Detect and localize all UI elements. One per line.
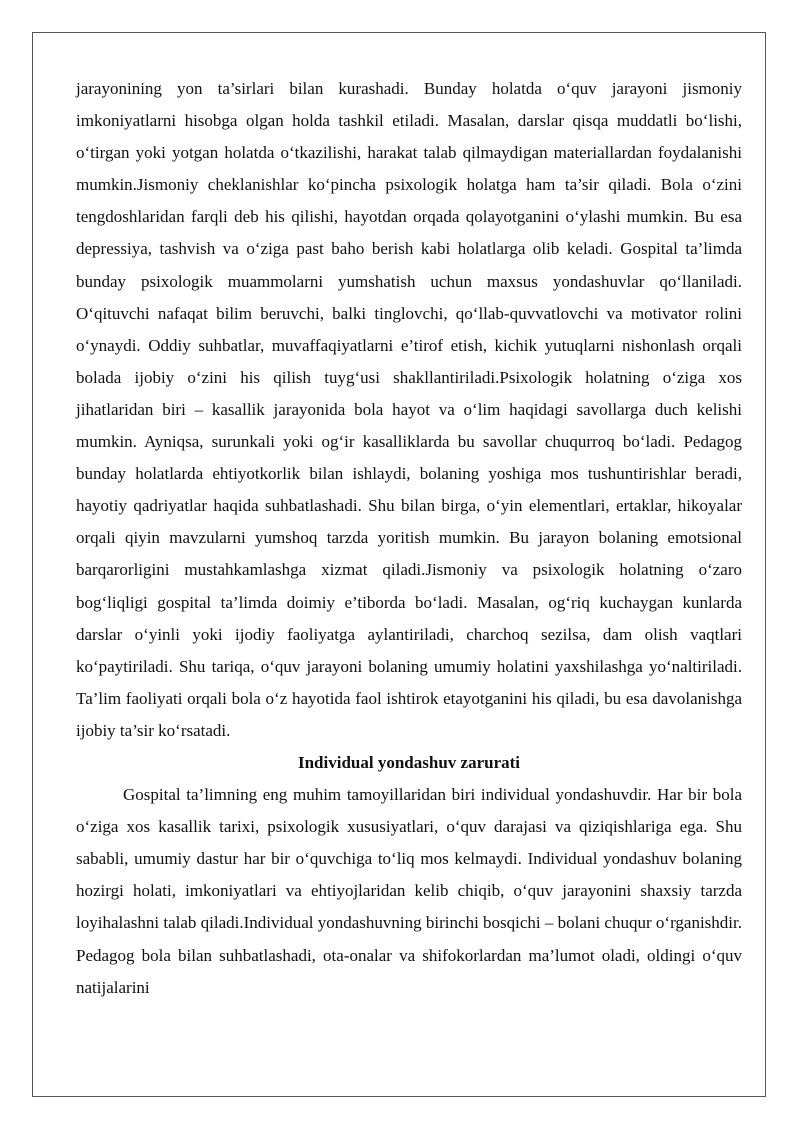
body-paragraph: jarayonining yon ta’sirlari bilan kurashadi. Bunday holatda o‘quv jarayoni jismoniy imkoniyatlarni hisobga olgan holda tashkil etiladi. Masalan, darslar qisqa muddatli bo‘lishi, o‘tirgan yoki yotgan holatda o‘tkazilishi, harakat talab qilmaydigan materiallardan foydalanishi mumkin.Jismoniy cheklanishlar ko‘pincha psixologik holatga ham ta’sir qiladi. Bola o‘zini tengdoshlaridan farqli deb his qilishi, hayotdan orqada qolayotganini o‘ylashi mumkin. Bu esa depressiya, tashvish va o‘ziga past baho berish kabi holatlarga olib keladi. Gospital ta’limda bunday psixologik muammolarni yumshatish uchun maxsus yondashuvlar qo‘llaniladi. O‘qituvchi nafaqat bilim beruvchi, balki tinglovchi, qo‘llab-quvvatlovchi va motivator rolini o‘ynaydi. Oddiy suhbatlar, muvaffaqiyatlarni e’tirof etish, kichik yutuqlarni nishonlash orqali bolada ijobiy o‘zini his qilish tuyg‘usi shakllantiriladi.Psixologik holatning o‘ziga xos jihatlaridan biri – kasallik jarayonida bola hayot va o‘lim haqidagi savollarga duch kelishi mumkin. Ayniqsa, surunkali yoki og‘ir kasalliklarda bu savollar chuqurroq bo‘ladi. Pedagog bunday holatlarda ehtiyotkorlik bilan ishlaydi, bolaning yoshiga mos tushuntirishlar beradi, hayotiy qadriyatlar haqida suhbatlashadi. Shu bilan birga, o‘yin elementlari, ertaklar, hikoyalar orqali qiyin mavzularni yumshoq tarzda yoritish mumkin. Bu jarayon bolaning emotsional barqarorligini mustahkamlashga xizmat qiladi.Jismoniy va psixologik holatning o‘zaro bog‘liqligi gospital ta’limda doimiy e’tiborda bo‘ladi. Masalan, og‘riq kuchaygan kunlarda darslar o‘yinli yoki ijodiy faoliyatga aylantiriladi, charchoq sezilsa, dam olish vaqtlari ko‘paytiriladi. Shu tariqa, o‘quv jarayoni bolaning umumiy holatini yaxshilashga yo‘naltiriladi. Ta’lim faoliyati orqali bola o‘z hayotida faol ishtirok etayotganini his qiladi, bu esa davolanishga ijobiy ta’sir ko‘rsatadi. xyxy=(76,79,742,740)
document-body xyxy=(76,73,742,1004)
body-paragraph-indented: Gospital ta’limning eng muhim tamoyillaridan biri individual yondashuvdir. Har bir bola o‘ziga xos kasallik tarixi, psixologik xususiyatlari, o‘quv darajasi va qiziqishlariga ega. Shu sababli, umumiy dastur har bir o‘quvchiga to‘liq mos kelmaydi. Individual yondashuv bolaning hozirgi holati, imkoniyatlari va ehtiyojlaridan kelib chiqib, o‘quv jarayonini shaxsiy tarzda loyihalashni talab qiladi.Individual yondashuvning birinchi bosqichi – bolani chuqur o‘rganishdir. Pedagog bola bilan suhbatlashadi, ota-onalar va shifokorlardan ma’lumot oladi, oldingi o‘quv natijalarini xyxy=(76,785,742,997)
section-heading: Individual yondashuv zarurati xyxy=(297,752,520,772)
